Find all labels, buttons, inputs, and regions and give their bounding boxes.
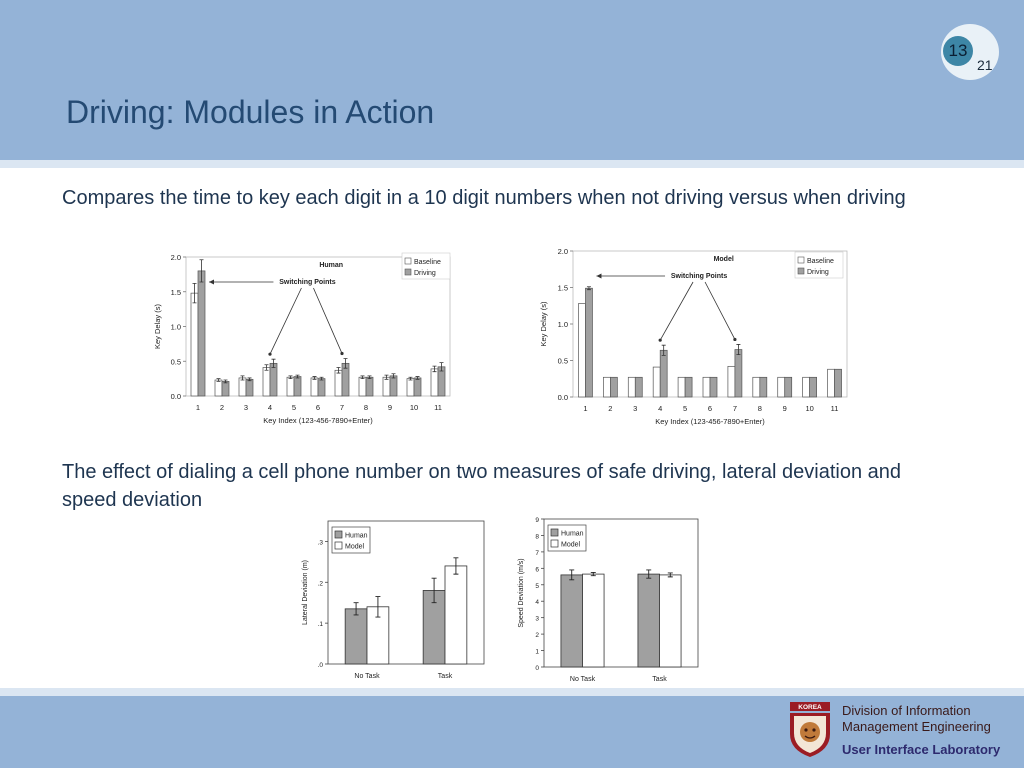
x-tick-label: 9 [782,404,787,413]
annotation-arrow [705,282,735,339]
footer-rule [0,688,1024,696]
bar-driving [585,288,592,397]
legend-label: Driving [414,270,436,277]
annotation-arrow [270,288,301,354]
bar-driving [810,377,817,397]
legend-swatch [405,269,411,275]
annotation-label: Switching Points [670,273,728,280]
y-tick-label: 1.0 [557,320,568,329]
department-line2: Management Engineering [842,719,991,734]
bar-driving [414,378,421,396]
x-tick-label: No Task [569,676,596,683]
x-tick-label: 5 [291,403,297,412]
bar-baseline [778,377,785,397]
x-tick-label: 5 [683,404,688,413]
x-tick-label: 1 [583,404,588,413]
x-tick-label: 7 [339,403,345,412]
y-tick-label: 0.5 [170,357,181,367]
annotation-arrowhead [596,274,601,279]
bar-driving [610,377,617,397]
legend-label: Baseline [414,259,441,266]
x-tick-label: 8 [757,404,762,413]
legend-swatch [405,258,411,264]
bar-baseline [263,368,270,396]
chart-human-key-delay [150,248,462,432]
bar-driving [366,377,373,396]
y-tick-label: 3 [535,615,539,623]
bar-baseline [383,377,390,396]
y-tick-label: 6 [535,566,539,574]
x-tick-label: 8 [363,403,369,412]
legend-swatch [798,268,804,274]
y-tick-label: 7 [535,549,539,557]
x-tick-label: 10 [409,403,419,412]
bar-human [345,609,367,664]
bar-model [583,574,605,667]
chart-title: Human [319,262,344,269]
y-tick-label: 0.0 [170,392,181,401]
bar-baseline [703,377,710,397]
legend-swatch [798,257,804,263]
legend-swatch [335,531,342,538]
y-tick-label: 1.0 [170,322,181,332]
annotation-label: Switching Points [279,279,336,286]
bar-baseline [359,377,366,396]
y-tick-label: 2.0 [170,253,181,262]
lab-name: User Interface Laboratory [842,742,1001,757]
chart-speed-deviation [514,514,702,684]
y-tick-label: 1.5 [557,283,568,293]
legend-label: Human [561,530,584,538]
legend-swatch [551,540,558,547]
y-tick-label: 1 [535,648,539,656]
x-tick-label: 4 [658,404,663,413]
y-tick-label: 9 [535,517,539,524]
bar-baseline [803,377,810,397]
x-tick-label: 6 [707,404,713,413]
chart-title: Model [713,256,734,263]
bar-driving [390,376,397,396]
legend-label: Model [345,543,365,551]
x-tick-label: 3 [243,403,249,412]
x-axis-label: Key Index (123-456-7890+Enter) [263,416,373,425]
annotation-arrow [313,288,342,353]
y-tick-label: .0 [317,662,323,669]
y-tick-label: 0.0 [557,393,568,402]
x-tick-label: 1 [195,403,201,412]
y-tick-label: 4 [535,599,539,607]
bar-baseline [828,369,835,397]
y-tick-label: 2.0 [557,247,568,256]
y-axis-label: Key Delay (s) [153,303,162,350]
legend-label: Driving [807,269,829,276]
y-tick-label: 1.5 [170,287,181,297]
x-tick-label: Task [652,676,667,683]
slide-title: Driving: Modules in Action [66,94,435,130]
bar-driving [685,377,692,397]
bar-driving [222,381,229,396]
bar-human [561,575,583,667]
bar-baseline [628,377,635,397]
bar-driving [835,369,842,397]
bar-baseline [215,380,222,396]
header-rule [0,160,1024,168]
y-tick-label: 8 [535,533,539,541]
bar-driving [270,363,277,396]
bar-model [445,566,467,664]
bar-driving [760,377,767,397]
x-tick-label: 9 [387,403,393,412]
x-tick-label: 10 [805,404,814,413]
x-tick-label: 6 [315,403,321,412]
annotation-arrowhead [659,339,662,342]
y-tick-label: 0.5 [557,356,568,366]
y-tick-label: .2 [317,580,323,588]
bar-baseline [678,377,685,397]
bar-baseline [753,377,760,397]
logo-text: KOREA [798,704,822,711]
bar-baseline [603,377,610,397]
bar-driving [294,377,301,396]
x-tick-label: Task [437,673,453,680]
bar-baseline [431,369,438,396]
y-tick-label: 0 [535,665,539,672]
paragraph-key-delay: Compares the time to key each digit in a 10 digit numbers when not driving versus when driving [62,187,906,209]
annotation-arrow [660,282,693,340]
legend-swatch [551,529,558,536]
chart-lateral-deviation [298,518,488,684]
paragraph-deviation: The effect of dialing a cell phone number on two measures of safe driving, lateral deviation and speed deviation [62,461,902,511]
bar-model [660,575,682,667]
bar-baseline [239,378,246,396]
bar-driving [318,379,325,396]
y-tick-label: 5 [535,582,539,590]
bar-baseline [311,378,318,396]
x-tick-label: 3 [633,404,638,413]
bar-human [638,574,660,667]
bar-baseline [578,304,585,397]
legend-label: Baseline [807,258,834,265]
bar-driving [710,377,717,397]
department-line1: Division of Information [842,703,971,718]
y-tick-label: .3 [317,539,323,547]
bar-driving [735,350,742,397]
annotation-arrowhead [268,353,271,356]
y-tick-label: 2 [535,632,539,640]
annotation-arrowhead [340,352,343,355]
bar-baseline [191,293,198,396]
x-tick-label: 2 [219,403,225,412]
page-total: 21 [977,57,993,73]
legend-swatch [335,542,342,549]
x-tick-label: 11 [830,404,839,413]
x-tick-label: 4 [267,403,273,412]
legend-label: Human [345,532,368,540]
y-tick-label: .1 [317,621,323,629]
bar-driving [246,379,253,396]
x-tick-label: 2 [608,404,613,413]
bar-driving [660,350,667,397]
x-axis-label: Key Index (123-456-7890+Enter) [655,417,765,426]
header-band [0,0,1024,160]
bar-baseline [287,377,294,396]
bar-baseline [653,367,660,397]
bar-baseline [335,370,342,396]
annotation-arrowhead [209,280,214,285]
bar-baseline [407,379,414,396]
annotation-arrowhead [733,338,736,341]
x-tick-label: No Task [354,673,380,680]
page-number-badge: 13 [943,36,973,66]
chart-model-key-delay [536,246,852,432]
x-tick-label: 7 [732,404,737,413]
y-axis-label: Speed Deviation (m/s) [518,558,525,628]
bar-driving [785,377,792,397]
bar-driving [635,377,642,397]
legend-label: Model [561,541,581,549]
y-axis-label: Lateral Deviation (m) [302,560,309,625]
university-logo [788,702,832,758]
bar-driving [198,271,205,396]
y-axis-label: Key Delay (s) [539,301,548,347]
x-tick-label: 11 [434,403,442,412]
bar-baseline [728,366,735,397]
